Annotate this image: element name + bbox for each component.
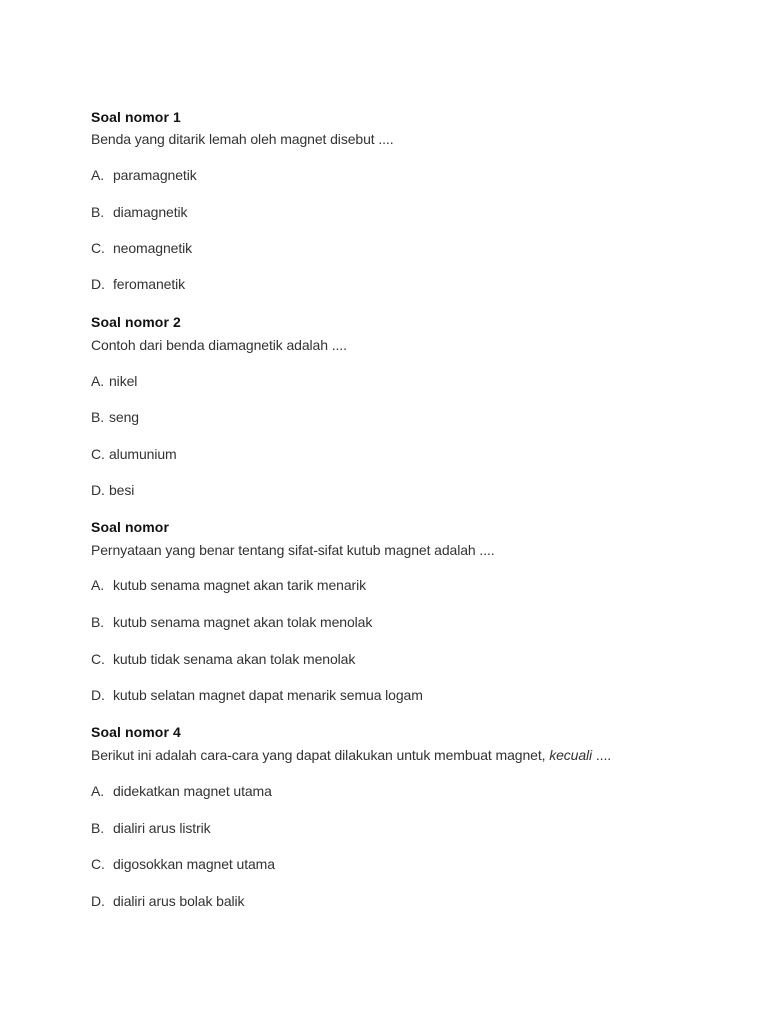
option-a <box>91 576 366 594</box>
option-letter: D. <box>91 687 105 703</box>
option-letter: A. <box>91 783 105 799</box>
option-d <box>91 481 134 499</box>
question-text <box>91 746 611 764</box>
option-b <box>91 408 139 426</box>
option-d <box>91 686 423 704</box>
option-text: diamagnetik <box>113 204 188 220</box>
option-c <box>91 239 192 257</box>
option-letter: D. <box>91 893 105 909</box>
option-text: alumunium <box>109 446 177 462</box>
option-text: kutub senama magnet akan tarik menarik <box>113 577 366 593</box>
option-b <box>91 819 211 837</box>
option-letter: B. <box>91 409 105 425</box>
option-text: digosokkan magnet utama <box>113 856 275 872</box>
option-text: feromanetik <box>113 276 186 292</box>
option-a <box>91 782 272 800</box>
option-text: dialiri arus listrik <box>113 820 211 836</box>
option-letter: A. <box>91 167 105 183</box>
question-heading: Soal nomor <box>91 519 170 535</box>
option-letter: C. <box>91 240 105 256</box>
option-c <box>91 445 177 463</box>
option-b <box>91 203 187 221</box>
option-letter: A. <box>91 373 105 389</box>
option-text: kutub tidak senama akan tolak menolak <box>113 651 356 667</box>
option-letter: D. <box>91 276 105 292</box>
option-c <box>91 650 355 668</box>
option-b <box>91 613 372 631</box>
option-letter: C. <box>91 856 105 872</box>
option-letter: A. <box>91 577 105 593</box>
option-letter: C. <box>91 446 105 462</box>
question-text: Contoh dari benda diamagnetik adalah .... <box>91 337 347 353</box>
question-text-emphasis: kecuali <box>549 747 593 763</box>
option-letter: B. <box>91 204 105 220</box>
option-letter: D. <box>91 482 105 498</box>
option-text: seng <box>109 409 139 425</box>
option-c <box>91 855 275 873</box>
option-text: dialiri arus bolak balik <box>113 893 245 909</box>
option-a <box>91 372 137 390</box>
question-heading: Soal nomor 4 <box>91 724 181 740</box>
question-text: Pernyataan yang benar tentang sifat-sifat kutub magnet adalah .... <box>91 542 495 558</box>
option-text: paramagnetik <box>113 167 197 183</box>
question-heading: Soal nomor 1 <box>91 109 181 125</box>
question-heading: Soal nomor 2 <box>91 314 181 330</box>
option-text: nikel <box>109 373 138 389</box>
option-d <box>91 275 185 293</box>
option-letter: C. <box>91 651 105 667</box>
question-text-suffix: .... <box>592 747 612 763</box>
option-letter: B. <box>91 820 105 836</box>
option-text: besi <box>109 482 135 498</box>
option-text: kutub senama magnet akan tolak menolak <box>113 614 373 630</box>
option-d <box>91 892 244 910</box>
option-text: didekatkan magnet utama <box>113 783 272 799</box>
option-text: neomagnetik <box>113 240 193 256</box>
question-text: Benda yang ditarik lemah oleh magnet disebut .... <box>91 131 394 147</box>
option-text: kutub selatan magnet dapat menarik semua logam <box>113 687 423 703</box>
option-letter: B. <box>91 614 105 630</box>
option-a <box>91 166 197 184</box>
question-text-prefix: Berikut ini adalah cara-cara yang dapat dilakukan untuk membuat magnet, <box>91 747 550 763</box>
